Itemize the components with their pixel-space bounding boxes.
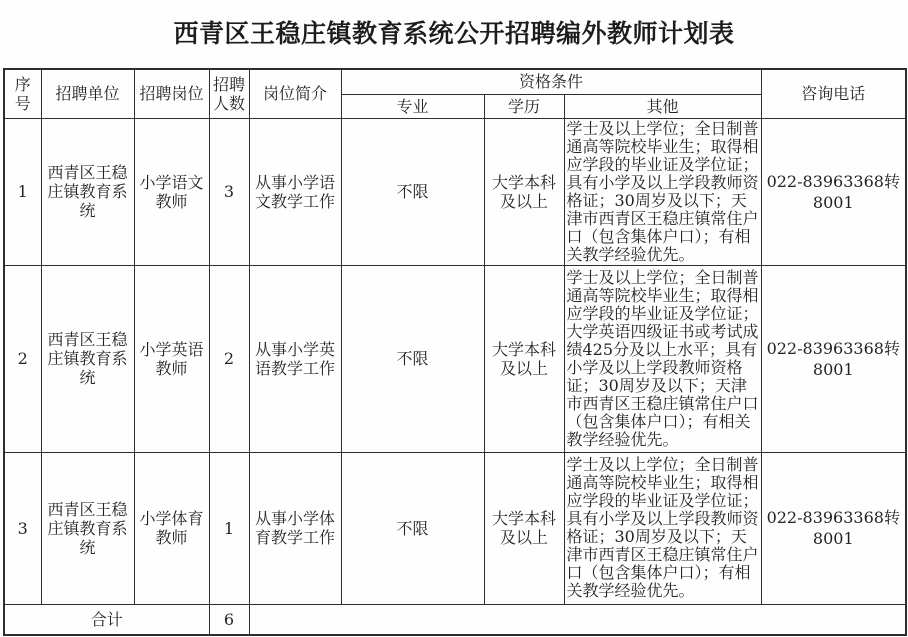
cell-major: 不限 — [341, 265, 484, 452]
cell-major: 不限 — [341, 118, 484, 265]
cell-phone: 022-83963368转8001 — [761, 452, 906, 604]
cell-intro: 从事小学体育教学工作 — [249, 452, 341, 604]
cell-phone: 022-83963368转8001 — [761, 118, 906, 265]
page-title: 西青区王稳庄镇教育系统公开招聘编外教师计划表 — [173, 19, 735, 48]
header-education: 学历 — [484, 94, 564, 118]
cell-position: 小学语文教师 — [134, 118, 209, 265]
total-row — [4, 604, 906, 635]
table-row-2 — [4, 265, 906, 452]
header-count: 招聘人数 — [209, 69, 249, 118]
cell-position: 小学体育教师 — [134, 452, 209, 604]
cell-seq: 1 — [4, 118, 41, 265]
header-qualification: 资格条件 — [341, 69, 761, 94]
header-major: 专业 — [341, 94, 484, 118]
table-row-1 — [4, 118, 906, 265]
cell-education: 大学本科及以上 — [484, 452, 564, 604]
total-empty-cell — [249, 604, 906, 635]
cell-other: 学士及以上学位；全日制普通高等院校毕业生；取得相应学段的毕业证及学位证；大学英语四级证书或考试成绩425分及以上水平；具有小学及以上学段教师资格证；30周岁及以下；天津市西青区王稳庄镇常住户口（包含集体户口）；有相关教学经验优先。 — [564, 265, 761, 452]
table-row-3 — [4, 452, 906, 604]
header-seq: 序号 — [4, 69, 41, 118]
cell-phone: 022-83963368转8001 — [761, 265, 906, 452]
cell-education: 大学本科及以上 — [484, 118, 564, 265]
header-intro: 岗位简介 — [249, 69, 341, 118]
cell-education: 大学本科及以上 — [484, 265, 564, 452]
header-position: 招聘岗位 — [134, 69, 209, 118]
cell-other: 学士及以上学位；全日制普通高等院校毕业生；取得相应学段的毕业证及学位证；具有小学及以上学段教师资格证；30周岁及以下；天津市西青区王稳庄镇常住户口（包含集体户口）；有相关教学经验优先。 — [564, 118, 761, 265]
cell-seq: 2 — [4, 265, 41, 452]
cell-other: 学士及以上学位；全日制普通高等院校毕业生；取得相应学段的毕业证及学位证；具有小学及以上学段教师资格证；30周岁及以下；天津市西青区王稳庄镇常住户口（包含集体户口）；有相关教学经验优先。 — [564, 452, 761, 604]
cell-unit: 西青区王稳庄镇教育系统 — [41, 452, 134, 604]
header-unit: 招聘单位 — [41, 69, 134, 118]
cell-intro: 从事小学英语教学工作 — [249, 265, 341, 452]
cell-count: 1 — [209, 452, 249, 604]
total-label: 合计 — [4, 604, 209, 635]
cell-unit: 西青区王稳庄镇教育系统 — [41, 118, 134, 265]
header-phone: 咨询电话 — [761, 69, 906, 118]
cell-count: 3 — [209, 118, 249, 265]
recruitment-table — [3, 68, 907, 636]
cell-unit: 西青区王稳庄镇教育系统 — [41, 265, 134, 452]
cell-count: 2 — [209, 265, 249, 452]
cell-seq: 3 — [4, 452, 41, 604]
total-count: 6 — [209, 604, 249, 635]
header-other: 其他 — [564, 94, 761, 118]
cell-position: 小学英语教师 — [134, 265, 209, 452]
cell-intro: 从事小学语文教学工作 — [249, 118, 341, 265]
header-row-top — [4, 69, 906, 94]
cell-major: 不限 — [341, 452, 484, 604]
